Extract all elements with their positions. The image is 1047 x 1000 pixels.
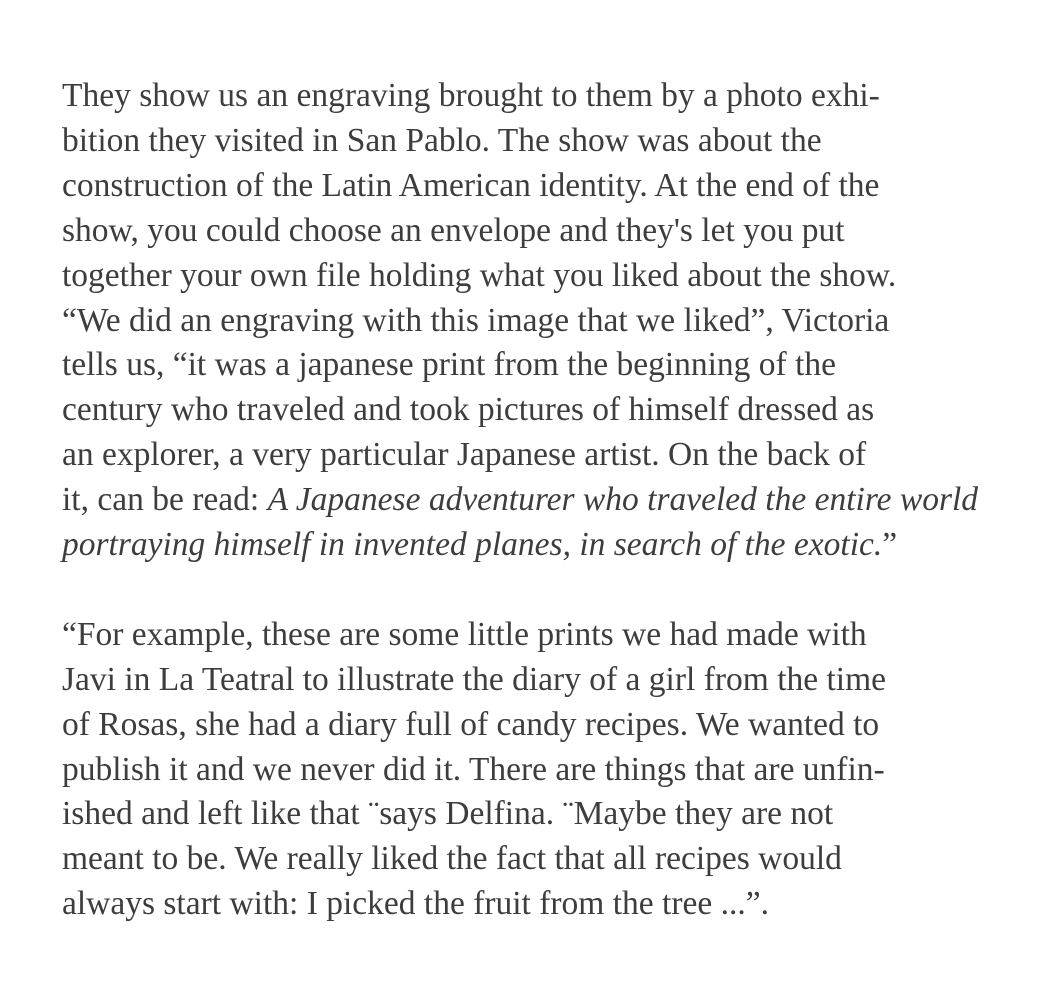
paragraph-1 (62, 74, 1007, 568)
text-line: meant to be. We really liked the fact that all recipes would (62, 840, 842, 878)
italic-quote: A Japanese adventurer who traveled the entire world (267, 481, 979, 519)
italic-quote: portraying himself in invented planes, in search of the exotic. (62, 526, 883, 564)
text-line: Javi in La Teatral to illustrate the diary of a girl from the time (62, 660, 887, 698)
text-line: show, you could choose an envelope and they's let you put (62, 211, 845, 249)
text-line: tells us, “it was a japanese print from the beginning of the (62, 346, 837, 384)
text-line: ished and left like that ¨says Delfina. ¨Maybe they are not (62, 795, 834, 833)
paragraph-2 (62, 613, 1007, 927)
text-line: “We did an engraving with this image that we liked”, Victoria (62, 301, 890, 339)
text-line: construction of the Latin American identity. At the end of the (62, 166, 880, 204)
text-line: publish it and we never did it. There are things that are unfin- (62, 750, 885, 788)
text-line: century who traveled and took pictures of himself dressed as (62, 391, 875, 429)
text-line (62, 523, 1007, 568)
text-line: They show us an engraving brought to them by a photo exhi- (62, 77, 880, 114)
text-line (62, 478, 1007, 523)
text-line: always start with: I picked the fruit from the tree ...”. (62, 885, 769, 923)
text-line: an explorer, a very particular Japanese artist. On the back of (62, 436, 867, 474)
text-line: bition they visited in San Pablo. The show was about the (62, 121, 822, 159)
text-line: together your own file holding what you liked about the show. (62, 256, 897, 294)
text-line: “For example, these are some little prints we had made with (62, 615, 867, 653)
text-line: of Rosas, she had a diary full of candy recipes. We wanted to (62, 705, 880, 743)
text-segment: it, can be read: (62, 481, 268, 519)
text-segment: ” (882, 526, 898, 564)
